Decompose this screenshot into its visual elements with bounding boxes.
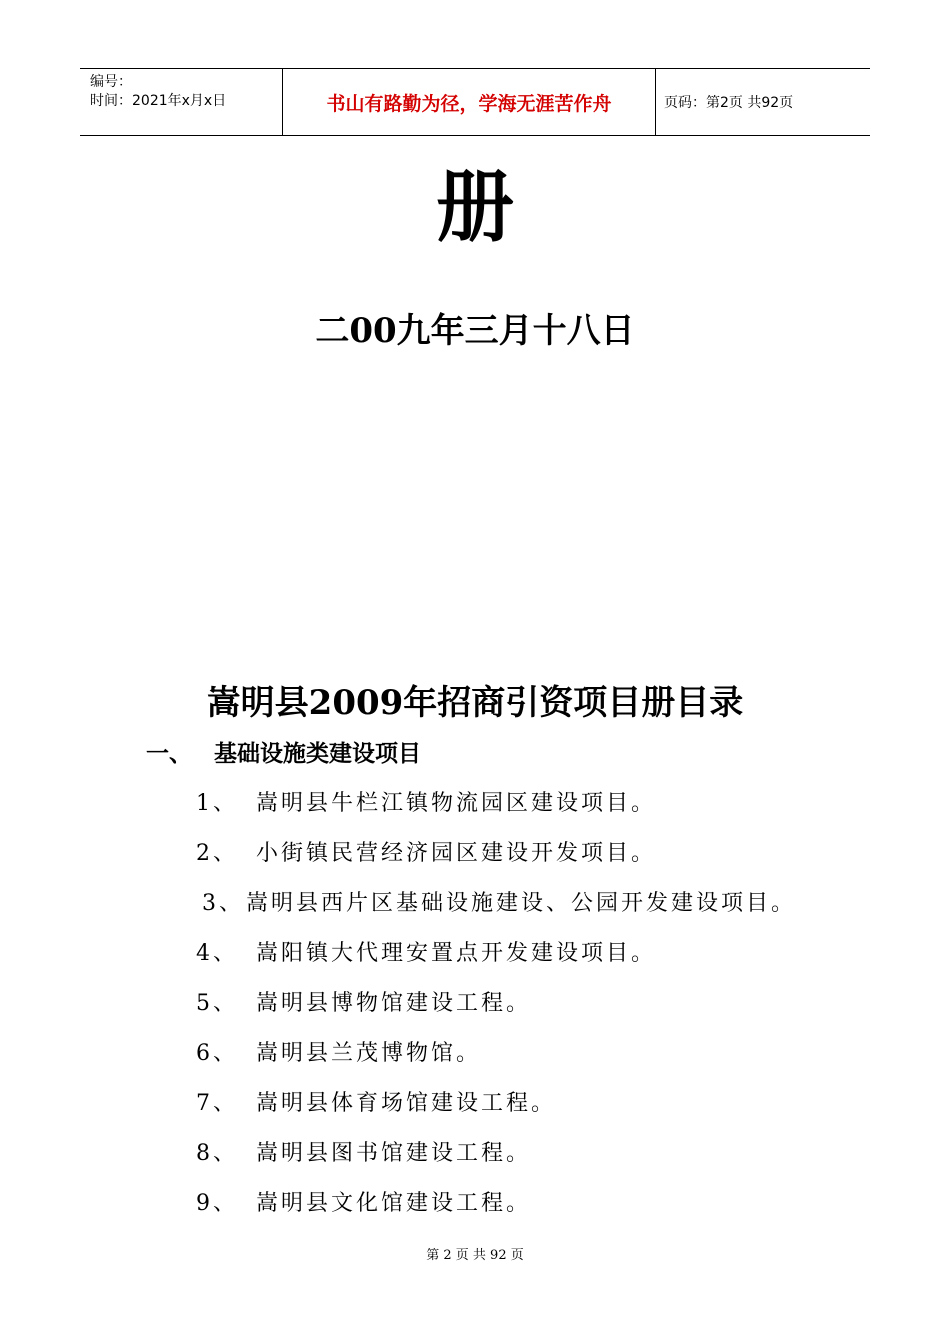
toc-title: 嵩明县2009年招商引资项目册目录: [206, 683, 744, 723]
toc-item-number: 3、: [202, 891, 244, 916]
toc-item-number: 8、: [196, 1141, 238, 1166]
header-page-info: 页码：第2页 共92页: [664, 95, 794, 111]
toc-item-number: 6、: [196, 1041, 238, 1066]
page-footer: 第 2 页 共 92 页: [426, 1248, 524, 1263]
cover-title-char: 册: [435, 162, 514, 253]
toc-item-text: 小街镇民营经济园区建设开发项目。: [256, 841, 657, 866]
toc-section-heading: [146, 736, 421, 772]
number-label: 编号：: [90, 74, 132, 90]
toc-item-number: 1、: [196, 791, 238, 816]
page-header: [80, 68, 870, 136]
toc-item-text: 嵩明县文化馆建设工程。: [256, 1191, 532, 1216]
toc-item-text: 嵩明县西片区基础设施建设、公园开发建设项目。: [246, 891, 797, 916]
toc-item-text: 嵩明县牛栏江镇物流园区建设项目。: [256, 791, 657, 816]
header-motto: 书山有路勤为径，学海无涯苦作舟: [282, 69, 656, 135]
toc-item-number: 2、: [196, 841, 238, 866]
section-title: 基础设施类建设项目: [214, 740, 421, 767]
toc-item-number: 9、: [196, 1191, 238, 1216]
toc-item-text: 嵩阳镇大代理安置点开发建设项目。: [256, 941, 657, 966]
toc-item-text: 嵩明县图书馆建设工程。: [256, 1141, 532, 1166]
toc-item-text: 嵩明县博物馆建设工程。: [256, 991, 532, 1016]
toc-item-text: 嵩明县体育场馆建设工程。: [256, 1091, 557, 1116]
header-meta: [80, 69, 282, 135]
section-number: 一、: [146, 740, 192, 767]
toc-item-number: 7、: [196, 1091, 238, 1116]
time-label: 时间：2021年x月x日: [90, 93, 227, 109]
cover-date: 二00九年三月十八日: [315, 311, 635, 351]
toc-item-number: 5、: [196, 991, 238, 1016]
toc-item-number: 4、: [196, 941, 238, 966]
toc-item-text: 嵩明县兰茂博物馆。: [256, 1041, 482, 1066]
